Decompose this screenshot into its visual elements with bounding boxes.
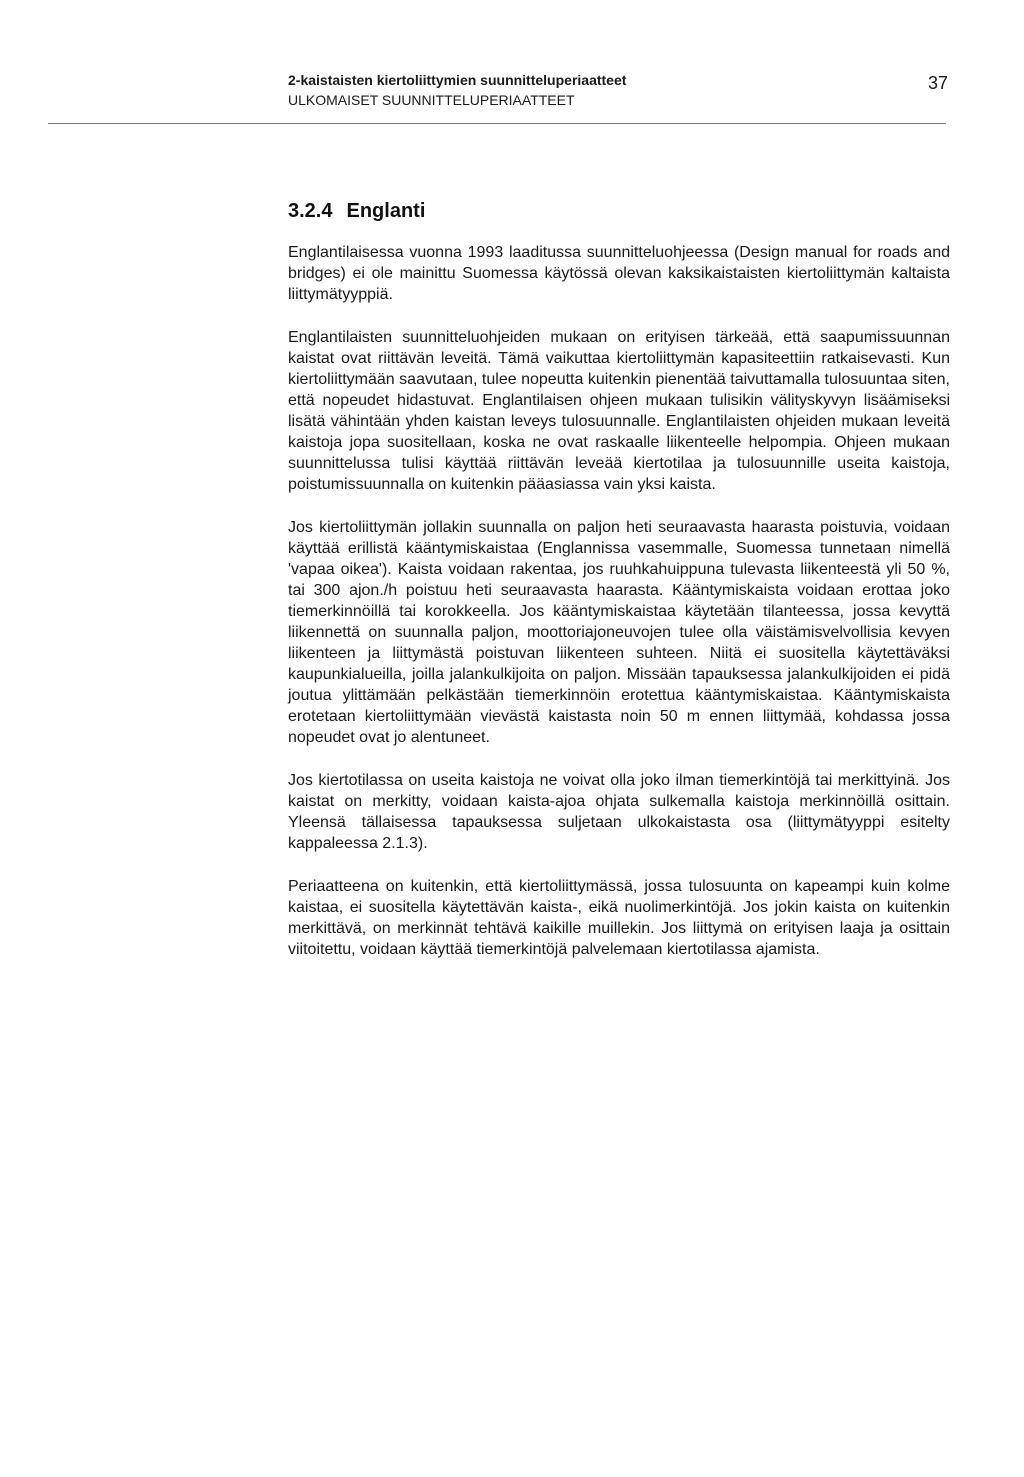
running-subtitle: ULKOMAISET SUUNNITTELUPERIAATTEET — [288, 92, 575, 108]
page-number: 37 — [927, 73, 948, 93]
section-title: Englanti — [346, 200, 426, 222]
paragraph: Periaatteena on kuitenkin, että kiertoliittymässä, jossa tulosuunta on kapeampi kuin kolme kaistaa, ei suositella käytettävän kaista-, eikä nuolimerkintöjä. Jos jokin kaista on kuitenkin merkittävä, on merkinnät tehtävä kaikille muillekin. Jos liittymä on erityisen laaja ja osittain viitoitettu, voidaan käyttää tiemerkintöjä palvelemaan kiertotilassa ajamista. — [288, 878, 950, 958]
section-number: 3.2.4 — [288, 200, 333, 222]
running-title: 2-kaistaisten kiertoliittymien suunnitteluperiaatteet — [288, 72, 627, 88]
paragraph: Jos kiertotilassa on useita kaistoja ne voivat olla joko ilman tiemerkintöjä tai merkittyinä. Jos kaistat on merkitty, voidaan kaista-ajoa ohjata sulkemalla kaistoja merkinnöillä osittain. Yleensä tällaisessa tapauksessa suljetaan ulkokaistasta osa (liittymätyyppi esitelty kappaleessa 2.1.3). — [288, 772, 950, 852]
paragraph: Jos kiertoliittymän jollakin suunnalla on paljon heti seuraavasta haarasta poistuvia, voidaan käyttää erillistä kääntymiskaistaa (Englannissa vasemmalle, Suomessa tunnetaan nimellä 'vapaa oikea'). Kaista voidaan rakentaa, jos ruuhkahuippuna tulevasta liikenteestä yli 50 %, tai 300 ajon./h poistuu heti seuraavasta haarasta. Kääntymiskaista voidaan erottaa joko tiemerkinnöillä tai korokkeella. Jos kääntymiskaistaa käytetään tilanteessa, jossa kevyttä liikennettä on suunnalla paljon, moottoriajoneuvojen tulee olla väistämisvelvollisia kevyen liikenteen ja liittymästä poistuvan liikenteen suhteen. Niitä ei suositella käytettäväksi kaupunkialueilla, joilla jalankulkijoita on paljon. Missään tapauksessa jalankulkijoiden ei pidä joutua ylittämään pelkästään tiemerkinnöin erotettua kääntymiskaistaa. Kääntymiskaista erotetaan kiertoliittymään vievästä kaistasta noin 50 m ennen liittymää, kohdassa jossa nopeudet ovat jo alentuneet. — [288, 519, 950, 746]
section-heading — [288, 196, 950, 226]
page-header — [288, 70, 948, 110]
header-divider — [48, 123, 946, 124]
paragraph: Englantilaisten suunnitteluohjeiden mukaan on erityisen tärkeää, että saapumissuunnan kaistat ovat riittävän leveitä. Tämä vaikuttaa kiertoliittymän kapasiteettiin ratkaisevasti. Kun kiertoliittymään saavutaan, tulee nopeutta kuitenkin pienentää taivuttamalla tulosuuntaa siten, että nopeudet hidastuvat. Englantilaisen ohjeen mukaan tulisikin välityskyvyn lisäämiseksi lisätä vähintään yhden kaistan leveys tulosuunnalle. Englantilaisten ohjeiden mukaan leveitä kaistoja jopa suositellaan, koska ne ovat raskaalle liikenteelle helpompia. Ohjeen mukaan suunnittelussa tulisi käyttää riittävän leveää kiertotilaa ja tulosuunnille useita kaistoja, poistumissuunnalla on kuitenkin pääasiassa vain yksi kaista. — [288, 329, 950, 493]
main-content — [288, 196, 950, 982]
paragraph: Englantilaisessa vuonna 1993 laaditussa suunnitteluohjeessa (Design manual for roads and bridges) ei ole mainittu Suomessa käytössä olevan kaksikaistaisten kiertoliittymän kaltaista liittymätyyppiä. — [288, 244, 950, 303]
